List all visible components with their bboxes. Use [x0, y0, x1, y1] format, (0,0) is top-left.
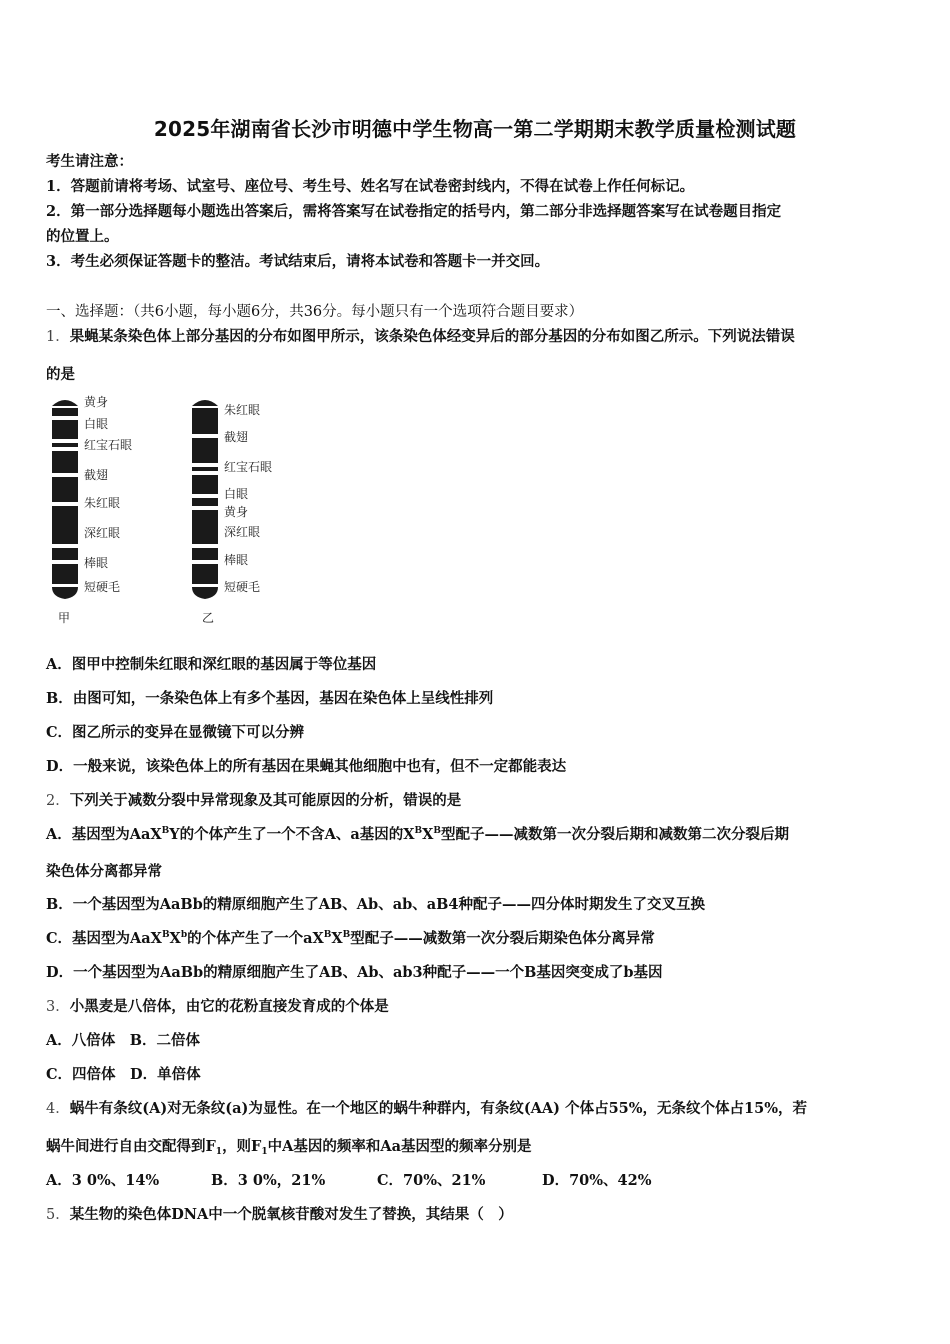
- q2-a-sup: B: [433, 826, 441, 836]
- notice-heading: 考生请注意：: [46, 153, 133, 170]
- yi-band: [192, 498, 218, 506]
- notice-item-2-cont: 的位置上。: [46, 228, 119, 245]
- jia-band: [52, 408, 78, 416]
- yi-gene-label: 红宝石眼: [224, 460, 273, 474]
- yi-gene-label: 黄身: [224, 505, 249, 519]
- q1-stem-text: 果蝇某条染色体上部分基因的分布如图甲所示，该条染色体经变异后的部分基因的分布如图乙所示。下列说法错误: [69, 328, 795, 345]
- q2-c-sup: B: [161, 930, 170, 940]
- q3-options-row-2: C．四倍体 D．单倍体: [46, 1066, 201, 1083]
- notice-item-3: 3．考生必须保证答题卡的整洁。考试结束后，请将本试卷和答题卡一并交回。: [46, 253, 550, 270]
- q4-stem-text: 蜗牛有条纹(A)对无条纹(a)为显性。在一个地区的蜗牛种群内，有条纹(AA) 个体占55%，无条纹个体占15%，若: [69, 1100, 808, 1117]
- jia-gene-label: 棒眼: [84, 556, 109, 570]
- yi-top-cap: [192, 400, 218, 406]
- q4-number: 4．: [46, 1101, 70, 1117]
- q2-c-text: X: [169, 930, 181, 947]
- notice-item-1: 1．答题前请将考场、试室号、座位号、考生号、姓名写在试卷密封线内，不得在试卷上作任何标记。: [46, 178, 695, 195]
- yi-gene-label: 深红眼: [224, 525, 261, 539]
- q2-a-sup: B: [414, 826, 423, 836]
- q4-option-c: C．70%、21%: [377, 1172, 486, 1189]
- q4-sub: 1: [261, 1147, 268, 1157]
- jia-band: [52, 477, 78, 502]
- yi-gene-label: 短硬毛: [224, 580, 261, 594]
- jia-band: [52, 506, 78, 544]
- yi-gene-label: 棒眼: [224, 553, 249, 567]
- yi-label: 乙: [202, 611, 215, 625]
- jia-bottom-cap: [52, 587, 78, 599]
- q2-number: 2．: [46, 793, 70, 809]
- jia-gene-label: 截翅: [84, 468, 109, 482]
- q1-option-d: D．一般来说，该染色体上的所有基因在果蝇其他细胞中也有，但不一定都能表达: [46, 758, 567, 775]
- q4-option-b: B．3 0%，21%: [211, 1172, 326, 1189]
- q2-option-b: B．一个基因型为AaBb的精原细胞产生了AB、Ab、ab、aB4种配子——四分体时期发生了交叉互换: [46, 896, 705, 913]
- q2-option-a-cont: 染色体分离都异常: [46, 863, 162, 880]
- section-heading: 一、选择题：（共6小题，每小题6分，共36分。每小题只有一个选项符合题目要求）: [46, 304, 584, 320]
- yi-band: [192, 510, 218, 544]
- yi-gene-labels: [224, 402, 272, 594]
- q4-stem-text: 蜗牛间进行自由交配得到F: [46, 1138, 216, 1155]
- q4-option-d: D．70%、42%: [542, 1172, 652, 1189]
- q1-stem-cont: 的是: [46, 366, 75, 383]
- jia-band: [52, 443, 78, 447]
- q2-c-text: X: [331, 930, 343, 947]
- q2-c-text: 的个体产生了一个aX: [187, 930, 324, 947]
- q2-a-text: X: [422, 826, 434, 843]
- q1-option-b: B．由图可知，一条染色体上有多个基因，基因在染色体上呈线性排列: [46, 690, 494, 707]
- chromosome-figure: [40, 392, 300, 632]
- jia-band: [52, 548, 78, 560]
- chromosome-yi: [192, 400, 218, 599]
- q2-c-sup: B: [342, 930, 351, 940]
- q2-option-d: D．一个基因型为AaBb的精原细胞产生了AB、Ab、ab3种配子——一个B基因突变成了b基因: [46, 964, 663, 981]
- q2-c-text: C．基因型为AaX: [46, 930, 162, 947]
- q2-stem-text: 下列关于减数分裂中异常现象及其可能原因的分析，错误的是: [69, 792, 462, 809]
- jia-gene-label: 短硬毛: [84, 580, 121, 594]
- yi-gene-label: 朱红眼: [224, 403, 261, 417]
- q1-option-c: C．图乙所示的变异在显微镜下可以分辨: [46, 724, 305, 741]
- q3-stem-text: 小黑麦是八倍体，由它的花粉直接发育成的个体是: [69, 998, 389, 1015]
- yi-bottom-cap: [192, 587, 218, 599]
- q4-stem: [46, 1099, 807, 1119]
- yi-band: [192, 564, 218, 584]
- jia-gene-labels: [84, 395, 132, 594]
- q3-stem: [46, 997, 389, 1017]
- q2-a-sup: B: [161, 826, 170, 836]
- q2-c-sup: b: [180, 930, 188, 940]
- jia-band: [52, 451, 78, 473]
- yi-band: [192, 475, 218, 494]
- q2-a-text: A．基因型为AaX: [46, 826, 162, 843]
- q5-number: 5．: [46, 1207, 70, 1223]
- q1-option-a: A．图甲中控制朱红眼和深红眼的基因属于等位基因: [46, 656, 377, 673]
- exam-title: 2025年湖南省长沙市明德中学生物高一第二学期期末教学质量检测试题: [153, 117, 797, 141]
- q3-number: 3．: [46, 999, 70, 1015]
- chromosome-jia: [52, 400, 78, 599]
- jia-gene-label: 红宝石眼: [84, 438, 133, 452]
- q1-stem: [46, 327, 795, 347]
- q2-option-a: [46, 825, 789, 845]
- jia-gene-label: 白眼: [84, 417, 109, 431]
- q5-stem: [46, 1205, 513, 1225]
- q2-c-sup: B: [323, 930, 332, 940]
- yi-band: [192, 548, 218, 560]
- jia-band: [52, 420, 78, 439]
- jia-band: [52, 564, 78, 584]
- yi-band: [192, 408, 218, 434]
- q4-option-a: A．3 0%、14%: [46, 1172, 160, 1189]
- q2-a-text: 型配子——减数第一次分裂后期和减数第二次分裂后期: [441, 826, 789, 843]
- yi-gene-label: 白眼: [224, 487, 249, 501]
- q2-option-c: [46, 929, 655, 949]
- q4-stem-cont: [46, 1137, 532, 1157]
- yi-band: [192, 467, 218, 471]
- q2-a-text: Y的个体产生了一个不含A、a基因的X: [169, 826, 415, 843]
- q1-number: 1．: [46, 329, 70, 345]
- q4-stem-text: 中A基因的频率和Aa基因型的频率分别是: [267, 1138, 532, 1155]
- q5-stem-text: 某生物的染色体DNA中一个脱氧核苷酸对发生了替换，其结果（ ）: [69, 1206, 513, 1223]
- q2-c-text: 型配子——减数第一次分裂后期染色体分离异常: [350, 930, 655, 947]
- jia-gene-label: 朱红眼: [84, 496, 121, 510]
- yi-band: [192, 438, 218, 463]
- q4-stem-text: ，则F: [222, 1138, 262, 1155]
- jia-gene-label: 黄身: [84, 395, 109, 409]
- q4-sub: 1: [215, 1147, 223, 1157]
- yi-gene-label: 截翅: [224, 430, 249, 444]
- jia-top-cap: [52, 400, 78, 406]
- q2-stem: [46, 791, 461, 811]
- q3-options-row-1: A．八倍体 B．二倍体: [46, 1032, 201, 1049]
- jia-label: 甲: [58, 611, 71, 625]
- notice-item-2: 2．第一部分选择题每小题选出答案后，需将答案写在试卷指定的括号内，第二部分非选择题答案写在试卷题目指定: [46, 203, 782, 220]
- jia-gene-label: 深红眼: [84, 526, 121, 540]
